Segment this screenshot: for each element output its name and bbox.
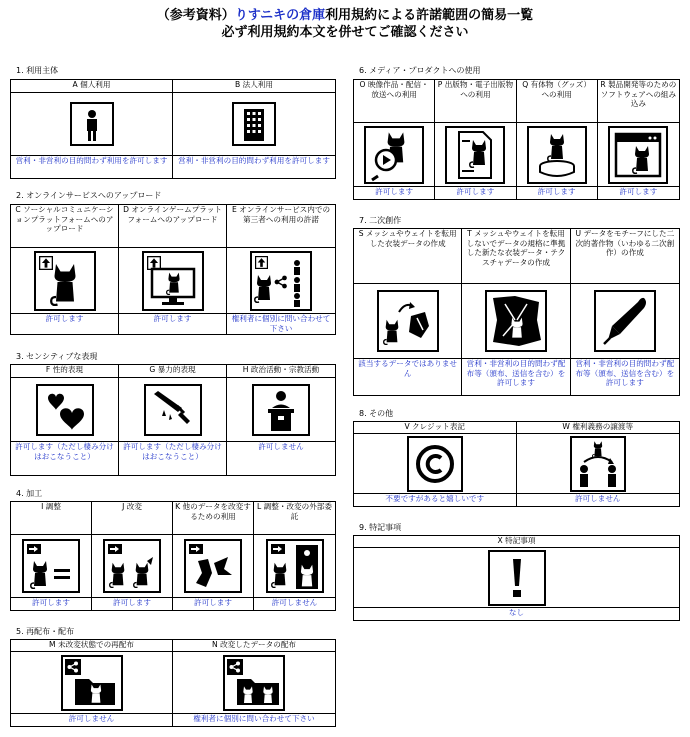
podium-speaker-icon xyxy=(252,384,310,436)
transfer-rights-icon xyxy=(570,436,626,492)
label-O: O 映像作品・配信・放送への利用 xyxy=(354,80,434,123)
use-for-other-data-icon xyxy=(184,539,242,593)
cell-M xyxy=(11,640,173,726)
cell-O xyxy=(354,80,435,199)
note-O: 許可します xyxy=(375,187,414,196)
modify-cats-icon xyxy=(103,539,161,593)
section-redistribution xyxy=(10,639,336,727)
section-title-other: 8. その他 xyxy=(359,409,394,418)
figure-cat-icon xyxy=(527,126,587,184)
software-window-cat-icon xyxy=(608,126,668,184)
section-title-processing: 4. 加工 xyxy=(16,489,43,498)
section-other xyxy=(353,421,680,507)
label-Q: Q 有体物（グッズ）への利用 xyxy=(517,80,597,123)
cat-to-cloth-icon xyxy=(377,290,439,352)
upload-cat-icon xyxy=(34,251,96,311)
adjust-cat-icon xyxy=(22,539,80,593)
cell-Q xyxy=(517,80,598,199)
label-J: J 改変 xyxy=(92,502,172,535)
label-S: S メッシュやウェイトを転用した衣装データの作成 xyxy=(354,229,461,284)
section-processing xyxy=(10,501,336,611)
label-R: R 製品開発等のためのソフトウェアへの組み込み xyxy=(598,80,679,123)
note-J: 許可します xyxy=(113,598,151,607)
section-derivative xyxy=(353,228,680,396)
section-sensitive xyxy=(10,364,336,476)
note-C: 許可します xyxy=(45,314,84,323)
note-G: 許可します（ただし棲み分けはおこなうこと） xyxy=(123,442,222,461)
note-N: 権利者に個別に問い合わせて下さい xyxy=(193,714,315,723)
label-K: K 他のデータを改変するための利用 xyxy=(173,502,253,535)
building-icon xyxy=(232,102,276,146)
hearts-icon xyxy=(36,384,94,436)
exclamation-icon xyxy=(488,550,546,606)
cell-D xyxy=(119,205,227,334)
label-M: M 未改変状態での再配布 xyxy=(11,640,172,652)
section-remarks xyxy=(353,535,680,621)
cell-N xyxy=(173,640,335,726)
section-title-redistribution: 5. 再配布・配布 xyxy=(16,627,75,636)
knife-icon xyxy=(144,384,202,436)
note-W: 許可しません xyxy=(574,494,621,503)
label-E: E オンラインサービス内での第三者への利用の許諾 xyxy=(227,205,335,248)
upload-share-users-icon xyxy=(250,251,312,311)
label-W: W 権利義務の譲渡等 xyxy=(517,422,680,434)
label-L: L 調整・改変の外部委託 xyxy=(254,502,335,535)
note-F: 許可します（ただし棲み分けはおこなうこと） xyxy=(15,442,114,461)
note-I: 許可します xyxy=(32,598,70,607)
label-N: N 改変したデータの配布 xyxy=(173,640,335,652)
cell-U xyxy=(571,229,679,395)
label-D: D オンラインゲームプラットフォームへのアップロード xyxy=(119,205,226,248)
share-folder-cat-icon xyxy=(61,655,123,711)
video-play-cat-icon xyxy=(364,126,424,184)
note-U: 営利・非営利の目的問わず配布等（頒布、送信を含む）を許可します xyxy=(575,359,675,387)
section-title-remarks: 9. 特記事項 xyxy=(359,523,402,532)
cell-K xyxy=(173,502,254,610)
cell-E xyxy=(227,205,335,334)
label-P: P 出版物・電子出版物への利用 xyxy=(435,80,515,123)
label-V: V クレジット表記 xyxy=(354,422,516,434)
share-folder-cats-icon xyxy=(223,655,285,711)
cloth-cat-icon xyxy=(485,290,547,352)
section-title-usage-subject: 1. 利用主体 xyxy=(16,66,59,75)
cell-L xyxy=(254,502,335,610)
note-P: 許可します xyxy=(456,187,495,196)
cell-B xyxy=(173,80,335,178)
note-X: なし xyxy=(508,608,525,617)
label-A: A 個人利用 xyxy=(11,80,172,93)
cell-J xyxy=(92,502,173,610)
label-T: T メッシュやウェイトを転用しないでデータの規格に準拠した新たな衣装データ・テクスチャデータの作成 xyxy=(462,229,569,284)
cell-T xyxy=(462,229,570,395)
note-A: 営利・非営利の目的問わず利用を許可します xyxy=(15,156,168,165)
section-title-online-upload: 2. オンラインサービスへのアップロード xyxy=(16,191,162,200)
cell-F xyxy=(11,365,119,475)
note-K: 許可します xyxy=(194,598,232,607)
label-U: U データをモチーフにした二次的著作物（いわゆる二次創作）の作成 xyxy=(571,229,679,284)
section-online-upload xyxy=(10,204,336,335)
label-X: X 特記事項 xyxy=(354,536,679,548)
page-subtitle: 必ず利用規約本文を併せてご確認ください xyxy=(221,25,469,40)
label-G: G 暴力的表現 xyxy=(119,365,226,378)
note-T: 営利・非営利の目的問わず配布等（頒布、送信を含む）を許可します xyxy=(466,359,566,387)
cell-A xyxy=(11,80,173,178)
label-B: B 法人利用 xyxy=(173,80,335,93)
note-V: 不要ですがあると嬉しいです xyxy=(385,494,485,503)
document-cat-icon xyxy=(445,126,505,184)
note-S: 該当するデータではありません xyxy=(358,359,458,378)
cell-R xyxy=(598,80,679,199)
person-icon xyxy=(70,102,114,146)
cell-X xyxy=(354,536,679,620)
note-Q: 許可します xyxy=(537,187,576,196)
label-H: H 政治活動・宗教活動 xyxy=(227,365,335,378)
note-D: 許可します xyxy=(153,314,192,323)
note-B: 営利・非営利の目的問わず利用を許可します xyxy=(178,156,330,165)
cell-W xyxy=(517,422,680,506)
cell-P xyxy=(435,80,516,199)
section-usage-subject xyxy=(10,79,336,179)
note-R: 許可します xyxy=(619,187,658,196)
label-C: C ソーシャルコミュニケーションプラットフォームへのアップロード xyxy=(11,205,118,248)
copyright-icon xyxy=(407,436,463,492)
section-title-media: 6. メディア・プロダクトへの使用 xyxy=(359,66,481,75)
cell-S xyxy=(354,229,462,395)
note-L: 許可しません xyxy=(271,598,318,607)
label-F: F 性的表現 xyxy=(11,365,118,378)
site-name: りすニキの倉庫 xyxy=(234,8,326,23)
outsource-icon xyxy=(266,539,324,593)
upload-monitor-cat-icon xyxy=(142,251,204,311)
section-title-sensitive: 3. センシティブな表現 xyxy=(16,352,98,361)
label-I: I 調整 xyxy=(11,502,91,535)
cell-G xyxy=(119,365,227,475)
cell-I xyxy=(11,502,92,610)
note-M: 許可しません xyxy=(68,714,115,723)
cell-V xyxy=(354,422,517,506)
pen-nib-icon xyxy=(594,290,656,352)
cell-H xyxy=(227,365,335,475)
cell-C xyxy=(11,205,119,334)
section-media xyxy=(353,79,680,200)
section-title-derivative: 7. 二次創作 xyxy=(359,216,402,225)
page-title: （参考資料）りすニキの倉庫利用規約による許諾範囲の簡易一覧 xyxy=(156,8,534,23)
note-E: 権利者に個別に問い合わせて下さい xyxy=(231,314,331,333)
note-H: 許可しません xyxy=(258,442,304,451)
